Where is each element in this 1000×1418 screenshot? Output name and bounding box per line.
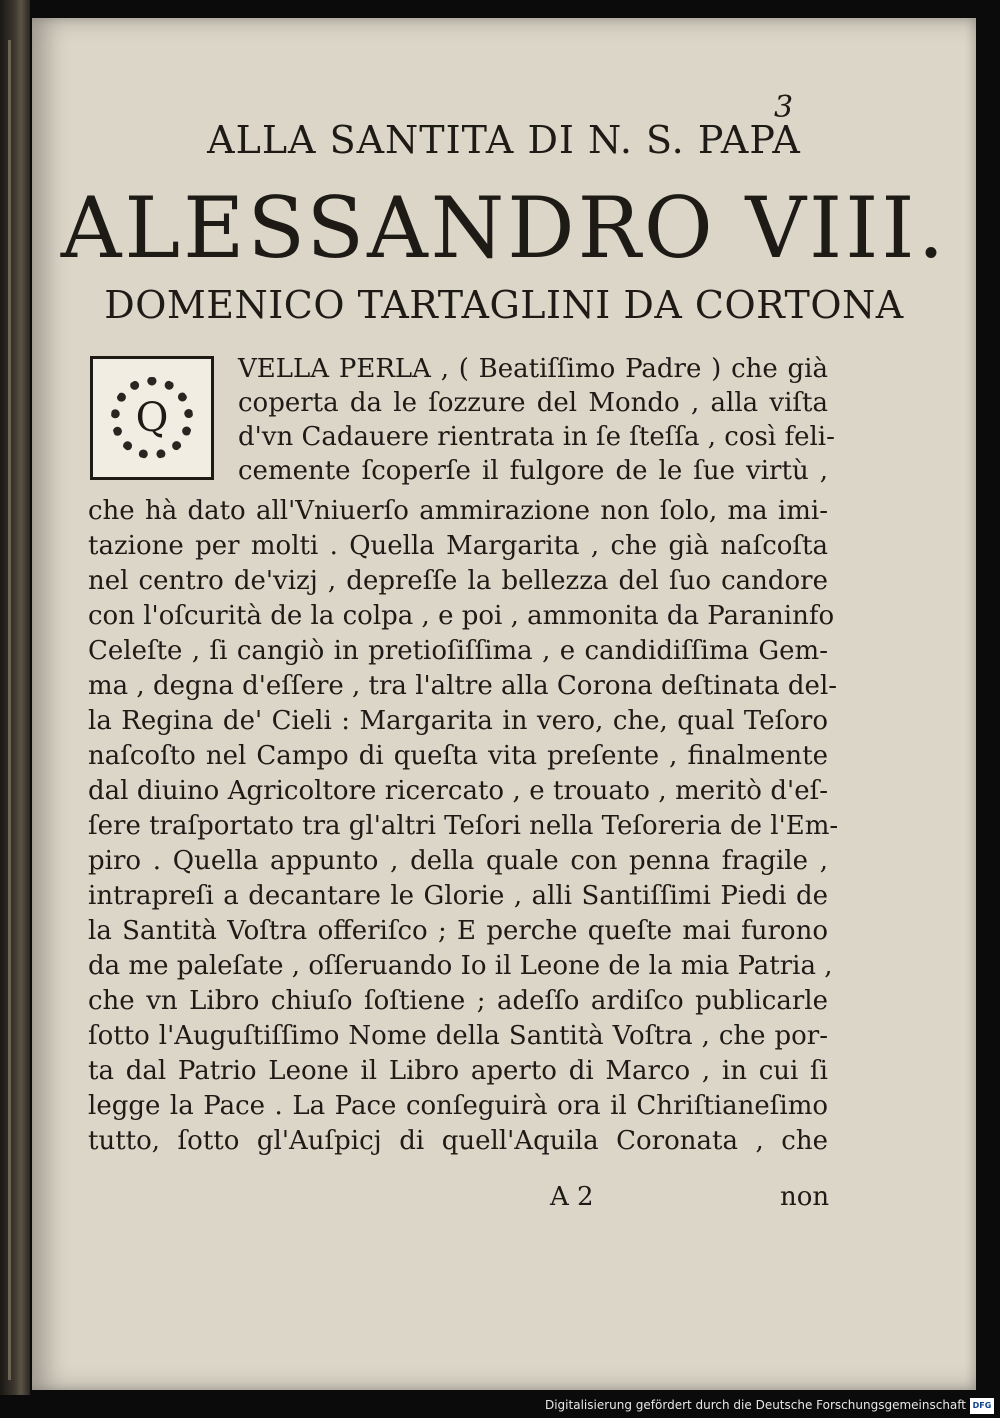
text-line: tazione per molti . Quella Margarita , che già naſcoſta [88, 531, 828, 561]
signature-mark: A 2 [550, 1182, 594, 1212]
text-line: la Regina de' Cieli : Margarita in vero, che, qual Teſoro [88, 706, 828, 736]
text-line: ſere traſportato tra gl'altri Teſori nella Teſoreria de l'Em- [88, 811, 839, 841]
text-line: che hà dato all'Vniuerſo ammirazione non ſolo, ma imi- [88, 496, 828, 526]
text-line: intrapreſi a decantare le Glorie , alli Santiſſimi Piedi de [88, 881, 828, 911]
text-line: VELLA PERLA , ( Beatiſſimo Padre ) che già [238, 354, 828, 384]
decorated-initial [90, 356, 214, 480]
text-line: Celeſte , ſi cangiò in pretioſiſſima , e candidiſſima Gem- [88, 636, 828, 666]
text-line: cemente ſcoperſe il fulgore de le ſue virtù , [238, 456, 828, 486]
dedication-heading: ALLA SANTITA DI N. S. PAPA [207, 118, 801, 162]
funding-credit: Digitalisierung gefördert durch die Deutsche Forschungsgemeinschaft [544, 1398, 966, 1412]
text-line: la Santità Voſtra offeriſco ; E perche queſte mai furono [88, 916, 828, 946]
text-line: con l'oſcurità de la colpa , e poi , ammonita da Paraninfo [88, 601, 835, 631]
text-line: d'vn Cadauere rientrata in ſe ſteſſa , così feli- [238, 422, 835, 452]
dfg-logo: DFG [970, 1398, 994, 1414]
text-line: dal diuino Agricoltore ricercato , e trouato , meritò d'eſ- [88, 776, 828, 806]
spine-edge [8, 40, 11, 1380]
text-line: naſcoſto nel Campo di queſta vita preſente , finalmente [88, 741, 828, 771]
document-page [32, 18, 976, 1390]
page-number: 3 [774, 90, 794, 125]
credit-bar [0, 1395, 1000, 1418]
text-line: nel centro de'vizj , depreſſe la bellezza del ſuo candore [88, 566, 828, 596]
text-line: coperta da le ſozzure del Mondo , alla viſta [238, 388, 828, 418]
book-spine [0, 0, 30, 1395]
text-line: da me paleſate , oſſeruando Io il Leone de la mia Patria , [88, 951, 833, 981]
text-line: piro . Quella appunto , della quale con penna fragile , [88, 846, 828, 876]
initial-letter: Q [135, 395, 169, 441]
text-line: che vn Libro chiuſo ſoſtiene ; adeſſo ardiſco publicarle [88, 986, 828, 1016]
catchword: non [780, 1182, 830, 1212]
text-line: ta dal Patrio Leone il Libro aperto di Marco , in cui ſi [88, 1056, 828, 1086]
text-line: ſotto l'Auguſtiſſimo Nome della Santità Voſtra , che por- [88, 1021, 828, 1051]
text-line: tutto, ſotto gl'Auſpicj di quell'Aquila Coronata , che [88, 1126, 828, 1156]
text-line: legge la Pace . La Pace conſeguirà ora il Chriſtianeſimo [88, 1091, 828, 1121]
author-line: DOMENICO TARTAGLINI DA CORTONA [104, 283, 904, 327]
text-line: ma , degna d'eſſere , tra l'altre alla Corona deſtinata del- [88, 671, 838, 701]
pope-name-title: ALESSANDRO VIII. [60, 179, 948, 277]
